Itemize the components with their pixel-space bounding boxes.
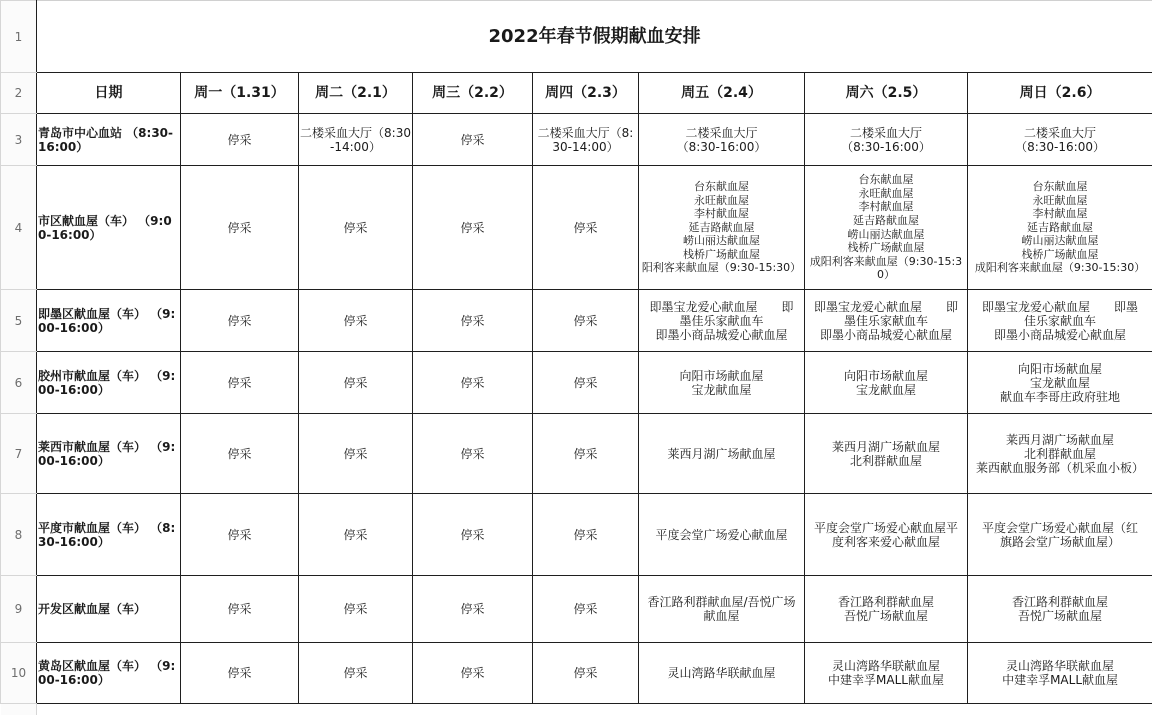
location-cell[interactable]: 向阳市场献血屋 宝龙献血屋 献血车李哥庄政府驻地 (968, 352, 1152, 414)
station-name-cell[interactable]: 开发区献血屋（车） (37, 576, 181, 643)
location-cell[interactable]: 灵山湾路华联献血屋 (639, 643, 805, 704)
table-row (1, 414, 1152, 494)
empty-cell[interactable] (805, 704, 968, 715)
header-date[interactable]: 日期 (37, 73, 181, 114)
location-cell[interactable]: 二楼采血大厅 （8:30-16:00） (805, 114, 968, 166)
location-cell[interactable]: 台东献血屋 永旺献血屋 李村献血屋 延吉路献血屋 崂山丽达献血屋 栈桥广场献血屋 成阳利客来献血屋（9:30-15:30） (968, 166, 1152, 290)
status-cell[interactable]: 停采 (533, 414, 639, 494)
status-cell[interactable]: 停采 (413, 166, 533, 290)
status-cell[interactable]: 停采 (181, 643, 299, 704)
location-cell[interactable]: 平度会堂广场爱心献血屋 (639, 494, 805, 576)
empty-cell[interactable] (181, 704, 299, 715)
empty-cell[interactable] (413, 704, 533, 715)
status-cell[interactable]: 停采 (181, 352, 299, 414)
status-cell[interactable]: 停采 (299, 494, 413, 576)
location-cell[interactable]: 莱西月湖广场献血屋 北利群献血屋 (805, 414, 968, 494)
status-cell[interactable]: 停采 (299, 576, 413, 643)
location-cell[interactable]: 香江路利群献血屋/吾悦广场 献血屋 (639, 576, 805, 643)
status-cell[interactable]: 停采 (181, 414, 299, 494)
station-name-cell[interactable]: 青岛市中心血站 （8:30-16:00） (37, 114, 181, 166)
empty-cell[interactable] (299, 704, 413, 715)
location-cell[interactable]: 莱西月湖广场献血屋 北利群献血屋 莱西献血服务部（机采血小板） (968, 414, 1152, 494)
status-cell[interactable]: 停采 (533, 643, 639, 704)
empty-cell[interactable] (533, 704, 639, 715)
table-row (1, 576, 1152, 643)
location-cell[interactable]: 即墨宝龙爱心献血屋 即 墨佳乐家献血车 即墨小商品城爱心献血屋 (805, 290, 968, 352)
header-sat[interactable]: 周六（2.5） (805, 73, 968, 114)
empty-cell[interactable] (968, 704, 1152, 715)
status-cell[interactable]: 停采 (533, 576, 639, 643)
status-cell[interactable]: 停采 (181, 114, 299, 166)
location-cell[interactable]: 灵山湾路华联献血屋 中建幸孚MALL献血屋 (805, 643, 968, 704)
status-cell[interactable]: 停采 (181, 166, 299, 290)
row-number[interactable]: 9 (1, 576, 37, 643)
row-number[interactable]: 2 (1, 73, 37, 114)
status-cell[interactable]: 停采 (533, 352, 639, 414)
location-cell[interactable]: 向阳市场献血屋 宝龙献血屋 (805, 352, 968, 414)
station-name-cell[interactable]: 胶州市献血屋（车） （9:00-16:00） (37, 352, 181, 414)
row-number[interactable]: 4 (1, 166, 37, 290)
table-row (1, 494, 1152, 576)
location-cell[interactable]: 平度会堂广场爱心献血屋平 度利客来爱心献血屋 (805, 494, 968, 576)
location-cell[interactable]: 香江路利群献血屋 吾悦广场献血屋 (968, 576, 1152, 643)
location-cell[interactable]: 台东献血屋 永旺献血屋 李村献血屋 延吉路献血屋 崂山丽达献血屋 栈桥广场献血屋 阳利客来献血屋（9:30-15:30） (639, 166, 805, 290)
header-tue[interactable]: 周二（2.1） (299, 73, 413, 114)
status-cell[interactable]: 停采 (413, 414, 533, 494)
sheet-body (1, 1, 1152, 715)
status-cell[interactable]: 停采 (181, 576, 299, 643)
location-cell[interactable]: 香江路利群献血屋 吾悦广场献血屋 (805, 576, 968, 643)
row-number[interactable]: 6 (1, 352, 37, 414)
status-cell[interactable]: 停采 (533, 494, 639, 576)
location-cell[interactable]: 平度会堂广场爱心献血屋（红 旗路会堂广场献血屋） (968, 494, 1152, 576)
row-number[interactable]: 8 (1, 494, 37, 576)
row-number[interactable]: 10 (1, 643, 37, 704)
table-row (1, 114, 1152, 166)
status-cell[interactable]: 停采 (413, 352, 533, 414)
location-cell[interactable]: 即墨宝龙爱心献血屋 即 墨佳乐家献血车 即墨小商品城爱心献血屋 (639, 290, 805, 352)
station-name-cell[interactable]: 平度市献血屋（车） （8:30-16:00） (37, 494, 181, 576)
status-cell[interactable]: 停采 (181, 290, 299, 352)
header-row (1, 73, 1152, 114)
status-cell[interactable]: 停采 (413, 576, 533, 643)
table-row (1, 166, 1152, 290)
row-number[interactable]: 1 (1, 1, 37, 73)
header-wed[interactable]: 周三（2.2） (413, 73, 533, 114)
status-cell[interactable]: 停采 (533, 290, 639, 352)
header-thu[interactable]: 周四（2.3） (533, 73, 639, 114)
row-number[interactable]: 3 (1, 114, 37, 166)
location-cell[interactable]: 二楼采血大厅 （8:30-16:00） (968, 114, 1152, 166)
status-cell[interactable]: 停采 (299, 352, 413, 414)
empty-cell[interactable] (639, 704, 805, 715)
sheet-title[interactable]: 2022年春节假期献血安排 (37, 1, 1152, 73)
status-cell[interactable]: 停采 (299, 166, 413, 290)
header-mon[interactable]: 周一（1.31） (181, 73, 299, 114)
header-fri[interactable]: 周五（2.4） (639, 73, 805, 114)
location-cell[interactable]: 台东献血屋 永旺献血屋 李村献血屋 延吉路献血屋 崂山丽达献血屋 栈桥广场献血屋 成阳利客来献血屋（9:30-15:30） (805, 166, 968, 290)
station-name-cell[interactable]: 即墨区献血屋（车） （9:00-16:00） (37, 290, 181, 352)
status-cell[interactable]: 停采 (181, 494, 299, 576)
row-number-empty[interactable] (1, 704, 37, 715)
station-name-cell[interactable]: 莱西市献血屋（车） （9:00-16:00） (37, 414, 181, 494)
location-cell[interactable]: 二楼采血大厅（8:30-14:00） (533, 114, 639, 166)
status-cell[interactable]: 停采 (299, 290, 413, 352)
status-cell[interactable]: 停采 (413, 114, 533, 166)
location-cell[interactable]: 二楼采血大厅（8:30-14:00） (299, 114, 413, 166)
status-cell[interactable]: 停采 (299, 643, 413, 704)
table-row (1, 352, 1152, 414)
status-cell[interactable]: 停采 (413, 643, 533, 704)
status-cell[interactable]: 停采 (533, 166, 639, 290)
status-cell[interactable]: 停采 (413, 290, 533, 352)
header-sun[interactable]: 周日（2.6） (968, 73, 1152, 114)
empty-cell[interactable] (37, 704, 181, 715)
location-cell[interactable]: 灵山湾路华联献血屋 中建幸孚MALL献血屋 (968, 643, 1152, 704)
empty-row (1, 704, 1152, 715)
station-name-cell[interactable]: 市区献血屋（车） （9:00-16:00） (37, 166, 181, 290)
title-row (1, 1, 1152, 73)
location-cell[interactable]: 二楼采血大厅 （8:30-16:00） (639, 114, 805, 166)
row-number[interactable]: 7 (1, 414, 37, 494)
location-cell[interactable]: 向阳市场献血屋 宝龙献血屋 (639, 352, 805, 414)
row-number[interactable]: 5 (1, 290, 37, 352)
location-cell[interactable]: 即墨宝龙爱心献血屋 即墨 佳乐家献血车 即墨小商品城爱心献血屋 (968, 290, 1152, 352)
status-cell[interactable]: 停采 (413, 494, 533, 576)
status-cell[interactable]: 停采 (299, 414, 413, 494)
table-row (1, 643, 1152, 704)
location-cell[interactable]: 莱西月湖广场献血屋 (639, 414, 805, 494)
table-row (1, 290, 1152, 352)
station-name-cell[interactable]: 黄岛区献血屋（车） （9:00-16:00） (37, 643, 181, 704)
